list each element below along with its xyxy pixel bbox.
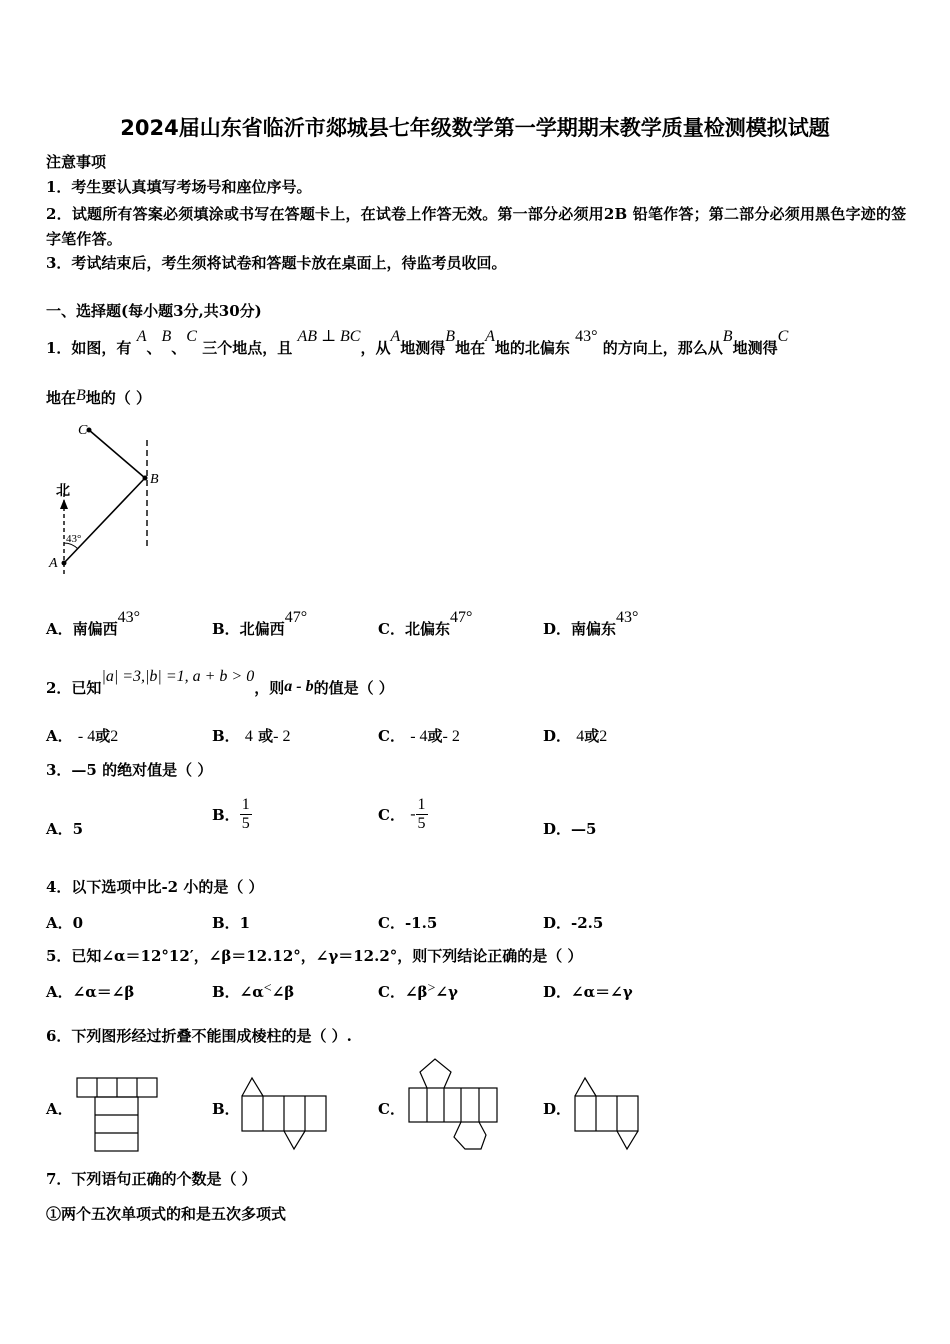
q1-sep: 、 <box>146 339 162 357</box>
q6-option-a[interactable]: A． <box>46 1100 73 1118</box>
q1-text: 的方向上，那么从 <box>602 339 723 357</box>
q1-point-a: A <box>390 328 401 345</box>
fraction <box>240 796 252 833</box>
q1-option-a[interactable] <box>46 609 141 639</box>
q2-option-b[interactable] <box>212 725 291 746</box>
q1-figure <box>44 420 174 580</box>
question-2 <box>46 668 394 699</box>
q4-option-a[interactable]: A．0 <box>46 914 84 932</box>
q3-option-d[interactable] <box>543 818 596 839</box>
q5-option-a[interactable] <box>46 981 134 1002</box>
option-letter: D． <box>543 820 572 838</box>
q1-option-d[interactable] <box>543 609 639 639</box>
net-figure-b <box>238 1074 342 1152</box>
q3-option-b[interactable] <box>212 796 252 833</box>
q6-option-d[interactable]: D． <box>543 1100 572 1118</box>
q2-text: 2．已知 <box>46 679 102 697</box>
option-text: B．∠α <box>212 983 264 1001</box>
question-7: 7．下列语句正确的个数是（ ） <box>46 1170 257 1188</box>
q1-text: 三个地点，且 <box>202 339 293 357</box>
numerator: 1 <box>417 796 426 813</box>
label-north: 北 <box>56 484 70 499</box>
q1-option-c[interactable] <box>378 609 473 639</box>
q4-option-c[interactable]: C．-1.5 <box>378 914 438 932</box>
q1-text: 地的北偏东 <box>494 339 570 357</box>
q1-point-a: A <box>136 328 147 345</box>
q1-text: 地在 <box>46 389 77 407</box>
option-degree: 47° <box>449 609 473 626</box>
option-label: A．南偏西 <box>46 620 118 638</box>
fraction <box>416 796 428 833</box>
q1-text: ，从 <box>360 339 391 357</box>
option-value: 2 <box>110 728 119 745</box>
q2-text: 的值是（ ） <box>313 679 394 697</box>
q5-option-b[interactable] <box>212 981 294 1002</box>
q1-text: 地的（ ） <box>85 389 152 407</box>
q5-option-d[interactable] <box>543 981 633 1002</box>
q5-option-c[interactable] <box>378 981 458 1002</box>
q7-statement-1: ①两个五次单项式的和是五次多项式 <box>46 1205 287 1223</box>
option-text: ∠γ <box>435 983 458 1001</box>
q1-point-b: B <box>76 387 86 404</box>
label-a: A <box>49 556 58 571</box>
note-2: 2．试题所有答案必须填涂或书写在答题卡上，在试卷上作答无效。第一部分必须用2B 铅笔作答；第二部分必须用黑色字迹的签字笔作答。 <box>46 205 907 248</box>
note-3: 3．考试结束后，考生须将试卷和答题卡放在桌面上，待监考员收回。 <box>46 254 507 272</box>
q6-option-c[interactable]: C． <box>378 1100 405 1118</box>
q4-option-b[interactable]: B．1 <box>212 914 251 932</box>
segment-ba <box>64 478 145 563</box>
option-degree: 43° <box>117 609 141 626</box>
q6-option-b[interactable]: B． <box>212 1100 240 1118</box>
q2-option-a[interactable] <box>46 725 118 746</box>
segment-cb <box>89 430 145 478</box>
q1-text: 地在 <box>455 339 486 357</box>
q2-text: ，则 <box>254 679 285 697</box>
option-value: 5 <box>72 820 84 838</box>
q1-text: 地测得 <box>400 339 446 357</box>
q1-option-b[interactable] <box>212 609 308 639</box>
question-4: 4．以下选项中比-2 小的是（ ） <box>46 878 264 896</box>
exam-title: 2024届山东省临沂市郯城县七年级数学第一学期期末教学质量检测模拟试题 <box>120 116 830 140</box>
option-degree: 47° <box>284 609 308 626</box>
question-1-cont <box>46 388 151 409</box>
option-value: 4 <box>244 728 253 745</box>
q1-point-a: A <box>485 328 495 345</box>
q3-option-c[interactable] <box>378 796 428 833</box>
q2-option-c[interactable] <box>378 725 460 746</box>
q3-option-a[interactable] <box>46 818 83 839</box>
option-letter: B． <box>212 806 240 824</box>
option-value: - 4 <box>77 728 96 745</box>
q1-point-c: C <box>777 328 789 345</box>
option-value: - 2 <box>442 728 460 745</box>
q1-text: 地测得 <box>732 339 778 357</box>
option-text: A．∠α＝∠β <box>46 983 135 1001</box>
net-figure-a <box>74 1075 160 1153</box>
option-label: C．北偏东 <box>378 620 450 638</box>
option-label: B．北偏西 <box>212 620 285 638</box>
q4-option-d[interactable]: D．-2.5 <box>543 914 604 932</box>
net-figure-d <box>572 1074 644 1152</box>
option-letter: D． <box>543 727 572 745</box>
north-arrow-icon <box>60 499 68 509</box>
label-c: C <box>78 423 88 438</box>
option-letter: A． <box>46 820 73 838</box>
numerator: 1 <box>241 796 250 813</box>
q2-condition: |a| =3,|b| =1, a + b > 0 <box>101 668 255 685</box>
option-degree: 43° <box>616 609 639 626</box>
q1-point-b: B <box>445 328 456 345</box>
option-or: 或 <box>427 727 443 745</box>
option-or: 或 <box>95 727 111 745</box>
option-letter: C． <box>378 727 405 745</box>
option-value: —5 <box>571 820 597 838</box>
option-value: 4 <box>576 728 585 745</box>
point-b <box>143 476 148 481</box>
question-3: 3．—5 的绝对值是（ ） <box>46 761 213 779</box>
option-value: - 4 <box>410 728 428 745</box>
option-or: 或 <box>584 727 600 745</box>
option-letter: B． <box>212 727 240 745</box>
option-label: D．南偏东 <box>543 620 617 638</box>
net-figure-c <box>404 1055 500 1153</box>
q1-point-b: B <box>161 328 172 345</box>
q1-degree: 43° <box>575 328 598 345</box>
q1-perpendicular: AB ⊥ BC <box>297 328 361 345</box>
option-operator: < <box>263 981 272 996</box>
option-letter: C． <box>378 806 405 824</box>
q1-sep: 、 <box>171 339 187 357</box>
q2-expression: a - b <box>284 678 314 695</box>
option-letter: A． <box>46 727 73 745</box>
point-a <box>62 561 67 566</box>
option-text: C．∠β <box>378 983 428 1001</box>
q1-text: 1．如图，有 <box>46 339 132 357</box>
q2-option-d[interactable] <box>543 725 607 746</box>
option-value: 2 <box>599 728 608 745</box>
denominator: 5 <box>241 815 250 832</box>
option-text: ∠β <box>271 983 295 1001</box>
section-heading: 一、选择题(每小题3分,共30分) <box>46 302 262 320</box>
question-5: 5．已知∠α＝12°12′，∠β＝12.12°，∠γ＝12.2°，则下列结论正确的是（ ） <box>46 947 583 965</box>
question-1 <box>46 328 789 359</box>
option-text: D．∠α＝∠γ <box>543 983 633 1001</box>
notes-heading: 注意事项 <box>46 153 107 171</box>
option-sign: - <box>410 805 416 823</box>
q1-point-b: B <box>722 328 733 345</box>
q1-point-c: C <box>186 328 197 345</box>
option-operator: > <box>427 981 436 996</box>
note-1: 1．考生要认真填写考场号和座位序号。 <box>46 178 312 196</box>
question-6: 6．下列图形经过折叠不能围成棱柱的是（ ）. <box>46 1027 352 1045</box>
denominator: 5 <box>417 815 426 832</box>
option-value: - 2 <box>273 728 291 745</box>
option-or: 或 <box>258 727 274 745</box>
label-b: B <box>150 472 159 487</box>
label-angle: 43° <box>66 533 82 545</box>
